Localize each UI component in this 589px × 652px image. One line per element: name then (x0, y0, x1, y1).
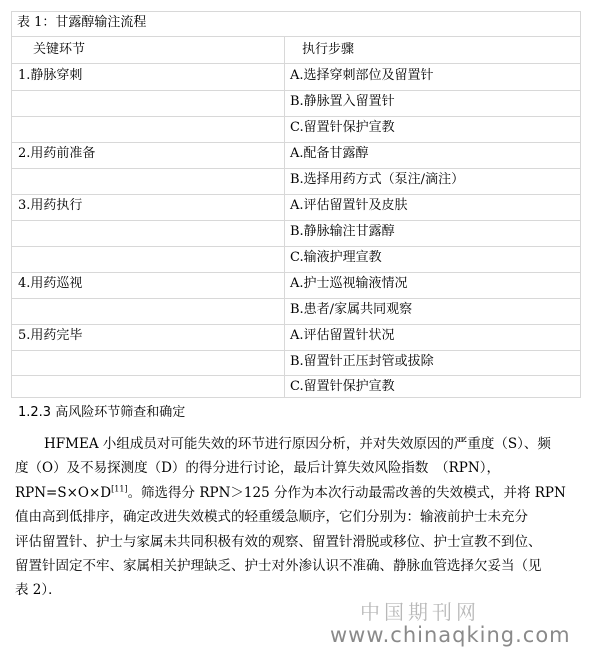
table-cell-step: C.输液护理宣教 (290, 250, 382, 265)
site-url-watermark: www.chinaqking.com (330, 623, 571, 647)
column-header-step: 执行步骤 (302, 42, 355, 57)
paragraph-line (15, 481, 578, 505)
paragraph-line: HFMEA 小组成员对可能失效的环节进行原因分析，并对失效原因的严重度（S）、频 (44, 436, 551, 452)
paragraph-line: 值由高到低排序，确定改进失效模式的轻重缓急顺序，它们分别为：输液前护士未充分 (15, 509, 528, 526)
citation-reference: [11] (111, 484, 128, 494)
table-cell-stage: 1.静脉穿刺 (18, 68, 83, 83)
table-cell-step: A.配备甘露醇 (290, 146, 369, 161)
paragraph-line: 度（O）及不易探测度（D）的得分进行讨论，最后计算失效风险指数 （RPN）， (15, 460, 500, 477)
table-cell-step: B.患者/家属共同观察 (290, 302, 413, 317)
table-caption: 表 1：甘露醇输注流程 (17, 15, 147, 30)
body-paragraph (15, 432, 578, 603)
table-cell-stage: 5.用药完毕 (18, 328, 83, 343)
table-cell-step: B.静脉置入留置针 (290, 94, 395, 109)
paragraph-line-text: 。筛选得分 RPN＞125 分作为本次行动最需改善的失效模式，并将 RPN (127, 484, 566, 501)
table-cell-step: A.评估留置针状况 (290, 328, 395, 343)
table-cell-step: C.留置针保护宣教 (290, 120, 395, 135)
paragraph-line: 表 2）． (15, 582, 62, 599)
table-cell-step: C.留置针保护宣教 (290, 379, 395, 394)
rpn-formula: RPN=S×O×D (15, 484, 112, 501)
table-cell-step: B.留置针正压封管或拔除 (290, 354, 434, 369)
table-cell-step: A.选择穿刺部位及留置针 (290, 68, 434, 83)
table-cell-step: B.静脉输注甘露醇 (290, 224, 395, 239)
publisher-watermark: 中国期刊网 (360, 600, 480, 624)
paragraph-line: 评估留置针、护士与家属未共同积极有效的观察、留置针滑脱或移位、护士宣教不到位、 (15, 533, 542, 550)
infusion-process-table (11, 11, 581, 398)
table-cell-step: A.护士巡视输液情况 (290, 276, 408, 291)
table-cell-step: B.选择用药方式（泵注/滴注） (290, 172, 465, 187)
table-cell-stage: 3.用药执行 (18, 198, 83, 213)
table-cell-stage: 2.用药前准备 (18, 146, 96, 161)
paragraph-line: 留置针固定不牢、家属相关护理缺乏、护士对外渗认识不准确、静脉血管选择欠妥当（见 (15, 558, 542, 575)
column-header-stage: 关键环节 (33, 42, 86, 57)
section-heading: 1.2.3 高风险环节筛查和确定 (18, 405, 186, 420)
table-cell-step: A.评估留置针及皮肤 (290, 198, 408, 213)
table-cell-stage: 4.用药巡视 (18, 276, 83, 291)
